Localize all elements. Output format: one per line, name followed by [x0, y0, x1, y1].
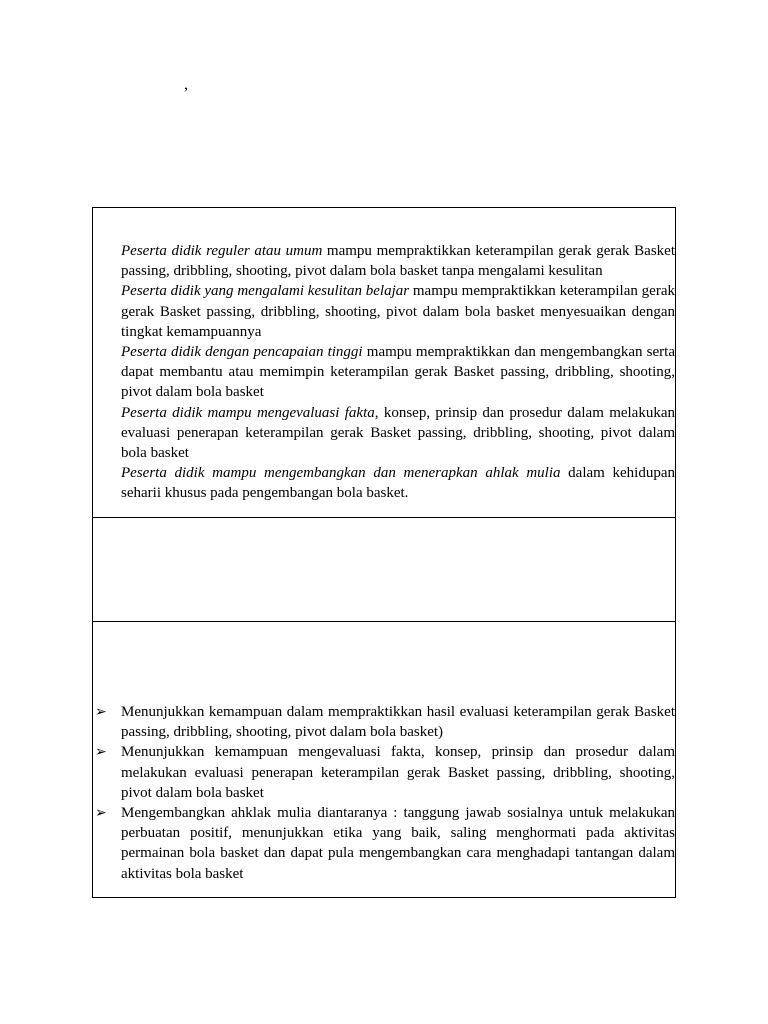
list-item-text: Mengembangkan ahklak mulia diantaranya : tanggung jawab sosialnya untuk melakukan perbuatan positif, menunjukkan etika yang baik, saling menghormati pada aktivitas permainan bola basket dan dapat pula mengembangkan cara menghadapi tantangan dalam aktivitas bola basket — [121, 805, 675, 882]
paragraph-lead: Peserta didik reguler atau umum — [121, 243, 323, 259]
content-table — [92, 207, 676, 898]
paragraph-lead: Peserta didik mampu mengembangkan dan menerapkan ahlak mulia — [121, 465, 561, 482]
outcome-paragraph-high-achievement — [121, 342, 675, 403]
paragraph-body: dalam kehidupan seharii khusus pada pengembangan bola basket. — [121, 465, 675, 502]
indicators-list — [95, 702, 675, 884]
arrowhead-bullet-icon: ➢ — [95, 744, 107, 761]
paragraph-lead: Peserta didik dengan pencapaian tinggi — [121, 344, 363, 361]
outcome-paragraph-learning-difficulty — [121, 281, 675, 342]
table-row-empty — [93, 518, 675, 622]
outcome-paragraph-regular — [121, 241, 675, 281]
list-item-text: Menunjukkan kemampuan dalam mempraktikkan hasil evaluasi keterampilan gerak Basket passing, dribbling, shooting, pivot dalam bola basket) — [121, 704, 675, 741]
list-item — [95, 702, 675, 742]
outcome-paragraph-noble-character — [121, 463, 675, 503]
stray-comma-mark: , — [184, 76, 188, 93]
arrowhead-bullet-icon: ➢ — [95, 805, 107, 822]
arrowhead-bullet-icon: ➢ — [95, 704, 107, 720]
paragraph-body: , konsep, prinsip dan prosedur dalam melakukan evaluasi penerapan keterampilan gerak Basket passing, dribbling, shooting, pivot dalam bola basket — [121, 404, 675, 462]
paragraph-body: mampu mempraktikkan dan mengembangkan serta dapat membantu atau memimpin keterampilan gerak Basket passing, dribbling, shooting, pivot dalam bola basket — [121, 344, 675, 401]
paragraph-lead: Peserta didik yang mengalami kesulitan belajar — [121, 283, 410, 300]
table-row-indicators — [93, 622, 675, 897]
list-item — [95, 803, 675, 884]
list-item-text: Menunjukkan kemampuan mengevaluasi fakta, konsep, prinsip dan prosedur dalam melakukan evaluasi penerapan keterampilan gerak Basket passing, dribbling, shooting, pivot dalam bola basket — [121, 744, 675, 801]
paragraph-lead: Peserta didik mampu mengevaluasi fakta — [121, 404, 375, 421]
paragraph-body: mampu mempraktikkan keterampilan gerak gerak Basket passing, dribbling, shooting, pivot dalam bola basket tanpa mengalami kesulitan — [121, 243, 675, 280]
list-item — [95, 742, 675, 803]
outcomes-text-block — [121, 241, 675, 504]
table-row-learning-outcomes — [93, 208, 675, 518]
paragraph-body: mampu mempraktikkan keterampilan gerak gerak Basket passing, dribbling, shooting, pivot dalam bola basket menyesuaikan dengan tingkat kemampuannya — [121, 283, 675, 340]
outcome-paragraph-evaluate-facts — [121, 403, 675, 464]
